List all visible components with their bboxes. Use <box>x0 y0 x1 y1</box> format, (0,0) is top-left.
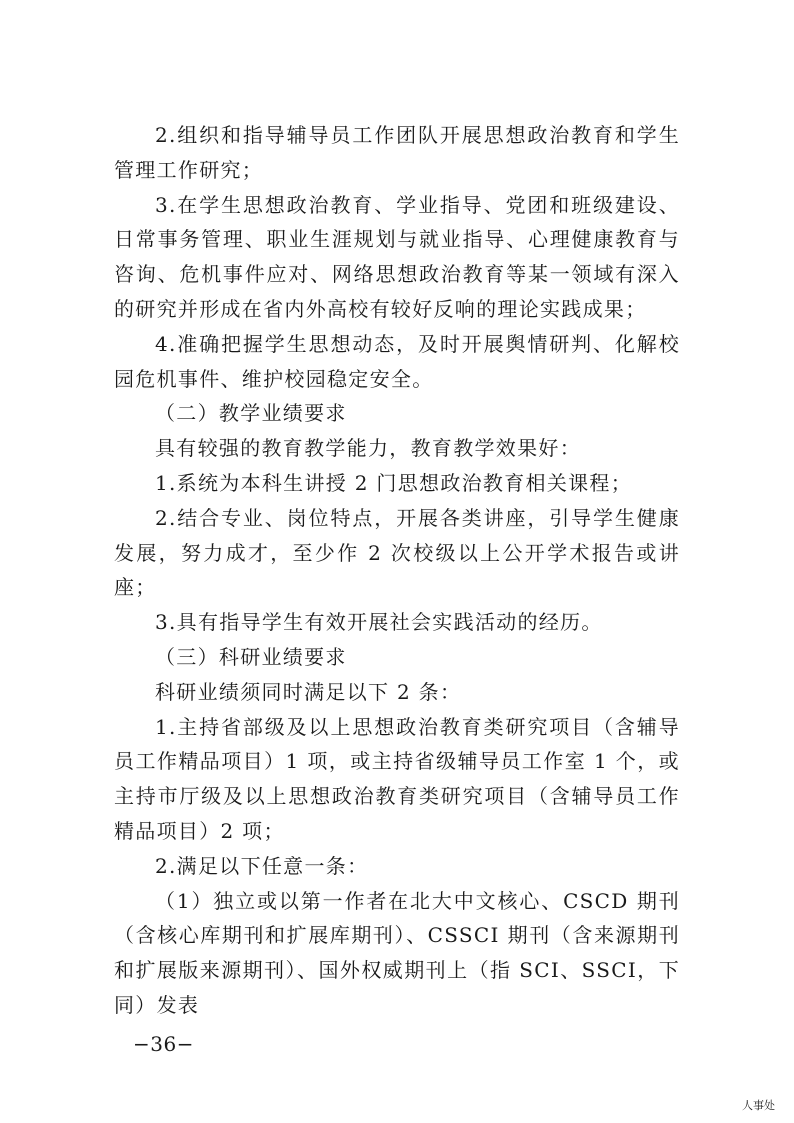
research-intro: 科研业绩须同时满足以下 2 条： <box>155 679 462 704</box>
teaching-item-2: 2.结合专业、岗位特点，开展各类讲座，引导学生健康发展，努力成才，至少作 2 次校级以上公开学术报告或讲座； <box>114 505 680 600</box>
paragraph-item-2: 2.组织和指导辅导员工作团队开展思想政治教育和学生管理工作研究； <box>114 123 680 182</box>
teaching-item-1: 1.系统为本科生讲授 2 门思想政治教育相关课程； <box>155 470 633 495</box>
paragraph-item-3: 3.在学生思想政治教育、学业指导、党团和班级建设、日常事务管理、职业生涯规划与就业指导、心理健康教育与咨询、危机事件应对、网络思想政治教育等某一领域有深入的研究并形成在省内外高校有较好反响的理论实践成果； <box>114 192 680 321</box>
section-heading-teaching: （二）教学业绩要求 <box>155 401 347 426</box>
research-item-1: 1.主持省部级及以上思想政治教育类研究项目（含辅导员工作精品项目）1 项，或主持省级辅导员工作室 1 个，或主持市厅级及以上思想政治教育类研究项目（含辅导员工作精品项目）2 项； <box>114 714 680 843</box>
section-heading-research: （三）科研业绩要求 <box>155 644 347 669</box>
research-item-2: 2.满足以下任意一条： <box>155 853 369 878</box>
teaching-intro: 具有较强的教育教学能力，教育教学效果好： <box>155 436 581 461</box>
teaching-item-3: 3.具有指导学生有效开展社会实践活动的经历。 <box>155 610 603 635</box>
page-number: −36− <box>133 1032 194 1056</box>
watermark-label: 人事处 <box>742 1099 775 1112</box>
research-subitem-1: （1）独立或以第一作者在北大中文核心、CSCD 期刊（含核心库期刊和扩展库期刊）、CSSCI 期刊（含来源期刊和扩展版来源期刊）、国外权威期刊上（指 SCI、SSCI，下同）发表 <box>114 888 680 1017</box>
paragraph-item-4: 4.准确把握学生思想动态，及时开展舆情研判、化解校园危机事件、维护校园稳定安全。 <box>114 331 680 391</box>
body-text <box>114 118 680 1023</box>
